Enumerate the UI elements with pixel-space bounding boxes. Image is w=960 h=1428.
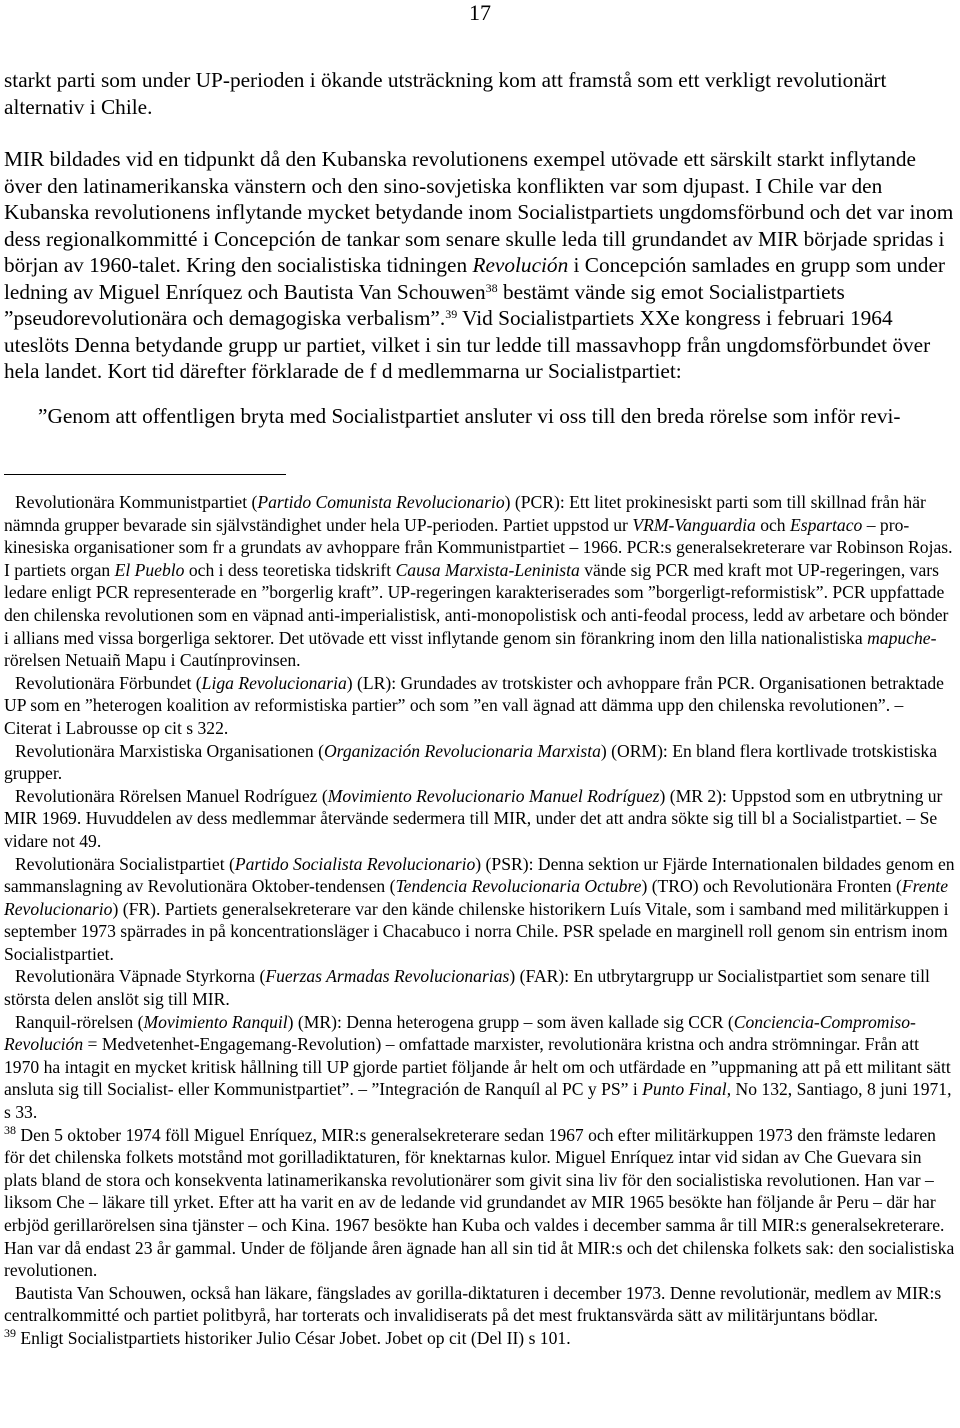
newspaper-title: Revolución xyxy=(472,253,569,277)
note-orm: Revolutionära Marxistiska Organisationen (Organización Revolucionaria Marxista) (ORM): En bland flera kortlivade trotskistiska grupper. xyxy=(4,740,938,784)
footnote-ref-39[interactable]: 39 xyxy=(445,307,458,321)
footnotes xyxy=(4,491,955,1350)
note-pcr: Revolutionära Kommunistpartiet (Partido Comunista Revolucionario) (PCR): Ett litet prokinesiskt parti som till skillnad från här nämnda grupper bevarade sin självständighet under hela UP-perioden. Partiet uppstod ur VRM-Vanguardia och Espartaco – pro-kinesiska organisationer som fr a grundats av avhoppare från Kommunistpartiet – 1966. PCR:s generalsekreterare var Robinson Rojas. I partiets organ El Pueblo och i dess teoretiska tidskrift Causa Marxista-Leninista vände sig PCR med kraft mot UP-regeringen, vars ledare enligt PCR representerade en ”borgerlig kraft”. UP-regeringen karakteriserades som ”borgerligt-reformistisk”. PCR uppfattade den chilenska revolutionen som en väpnad anti-imperialistisk, anti-monopolistisk och anti-feodal process, ledd av arbetare och bönder i allians med vissa borgerliga sektorer. Det utövade ett visst inflytande genom sin förankring inom den lilla nationalistiska mapuche-rörelsen Netuaiñ Mapu i Cautínprovinsen. xyxy=(4,492,953,671)
paragraph-2-part-a: MIR bildades vid en tidpunkt då den Kubanska revolutionens exempel utövade ett särskilt starkt inflytande över den latinamerikanska vänstern och den sino-sovjetiska konflikten var som djupast. I Chile var den Kubanska revolutionens inflytande mycket betydande inom Socialistpartiets ungdomsförbund och det var inom dess regionalkommitté i Concepción de tankar som senare skulle leda till grundandet av MIR började spridas i början av 1960-talet. Kring den socialistiska tidningen xyxy=(4,147,954,277)
paragraph-1: starkt parti som under UP-perioden i ökande utsträckning kom att framstå som ett verkligt revolutionärt alternativ i Chile. xyxy=(4,68,887,119)
note-far: Revolutionära Väpnade Styrkorna (Fuerzas Armadas Revolucionarias) (FAR): En utbrytargrupp ur Socialistpartiet som senare till största delen anslöt sig till MIR. xyxy=(4,966,930,1010)
paragraph-2-part-d: Vid Socialistpartiets XXe kongress i februari 1964 uteslöts Denna betydande grupp ur partiet, vilket i sin tur ledde till massavhopp från ungdomsförbundet över hela landet. Kort tid därefter förklarade de f d medlemmarna ur Socialistpartiet: xyxy=(4,306,931,383)
paragraph-2 xyxy=(4,146,955,385)
note-psr: Revolutionära Socialistpartiet (Partido Socialista Revolucionario) (PSR): Denna sektion ur Fjärde Internationalen bildades genom en sammanslagning av Revolutionära Oktober-tendensen (Tendencia Revolucionaria Octubre) (TRO) och Revolutionära Fronten (Frente Revolucionario) (FR). Partiets generalsekreterare var den kände chilenske historikern Luís Vitale, som i samband med militärkuppen i september 1973 spärrades in på koncentrationsläger i Chacabuco i norra Chile. PSR spelade en marginell roll genom sin entrism inom Socialistpartiet. xyxy=(4,853,955,964)
paragraph-2-part-c: bestämt vände sig emot Socialistpartiets ”pseudorevolutionära och demagogiska verbalism”. xyxy=(4,279,845,330)
paragraph-2-part-b: i Concepción samlades en grupp som under ledning av Miguel Enríquez och Bautista Van Schouwen xyxy=(4,253,945,304)
footnote-divider xyxy=(4,474,286,475)
footnote-ref-38[interactable]: 38 xyxy=(485,280,498,295)
main-text xyxy=(4,67,955,429)
note-bautista: Bautista Van Schouwen, också han läkare, fängslades av gorilla-diktaturen i december 1973. Denne revolutionär, medlem av MIR:s centralkommitté och partiet politbyrå, har torterats och invalidiserats på det mest fruktansvärda sätt av militärjuntans bödlar. xyxy=(4,1282,942,1326)
footnote-38-number: 38 xyxy=(4,1122,16,1137)
note-mr: Ranquil-rörelsen (Movimiento Ranquil) (MR): Denna heterogena grupp – som även kallade sig CCR (Conciencia-Compromiso-Revolución = Medvetenhet-Engagemang-Revolution) – omfattade marxister, revolutionära kristna och andra strömningar. Från att 1970 ha intagit en mycket kritisk hållning till UP gjorde partiet följande år helt om och utfärdade en ”uppmaning att på ett militant sätt ansluta sig till Socialist- eller Kommunistpartiet”. – ”Integración de Ranquíl al PC y PS” i Punto Final, No 132, Santiago, 8 juni 1971, s 33. xyxy=(4,1011,952,1123)
note-lr: Revolutionära Förbundet (Liga Revolucionaria) (LR): Grundades av trotskister och avhoppare från PCR. Organisationen betraktade UP som en ”heterogen koalition av reformistiska partier” och som ”en vall ägnad att dämma upp den chilenska revolutionen”. – Citerat i Labrousse op cit s 322. xyxy=(4,672,944,738)
footnote-39: $^{39}$ Enligt Socialistpartiets historiker Julio César Jobet. Jobet op cit (Del II) s 101. xyxy=(4,1325,571,1348)
page-number: 17 xyxy=(469,0,491,25)
footnote-38: $^{38}$ Den 5 oktober 1974 föll Miguel Enríquez, MIR:s generalsekreterare sedan 1967 och efter militärkuppen 1973 den främste ledaren för det chilenska folkets motstånd mot gorilladiktaturen, för knektarnas kulor. Miguel Enríquez intar vid sidan av Che Guevara sin plats bland de stora och konsekventa latinamerikanska revolutionärer som givit sina liv för den socialistiska revolutionen. Han var – liksom Che – läkare till yrket. Efter att ha varit en av de ledande vid grundandet av MIR 1965 besökte han följande år Peru – där har erbjöd gerillarörelsen sina tjänster – och Kina. 1967 besökte han Kuba och valdes i december samma år till MIR:s generalsekreterare. Han var då endast 23 år gammal. Under de följande åren ägnade han all sin tid åt MIR:s och det chilenska folkets sak: den socialistiska revolutionen. xyxy=(4,1122,955,1281)
note-mr2: Revolutionära Rörelsen Manuel Rodríguez (Movimiento Revolucionario Manuel Rodríguez) (MR 2): Uppstod som en utbrytning ur MIR 1969. Huvuddelen av dess medlemmar återvände sedermera till MIR, under det att andra sökte sig till bl a Socialistpartiet. – Se vidare not 49. xyxy=(4,785,943,851)
footnote-39-number: 39 xyxy=(4,1325,16,1340)
quote-start: ”Genom att offentligen bryta med Socialistpartiet ansluter vi oss till den breda rörelse som inför revi- xyxy=(38,403,901,428)
